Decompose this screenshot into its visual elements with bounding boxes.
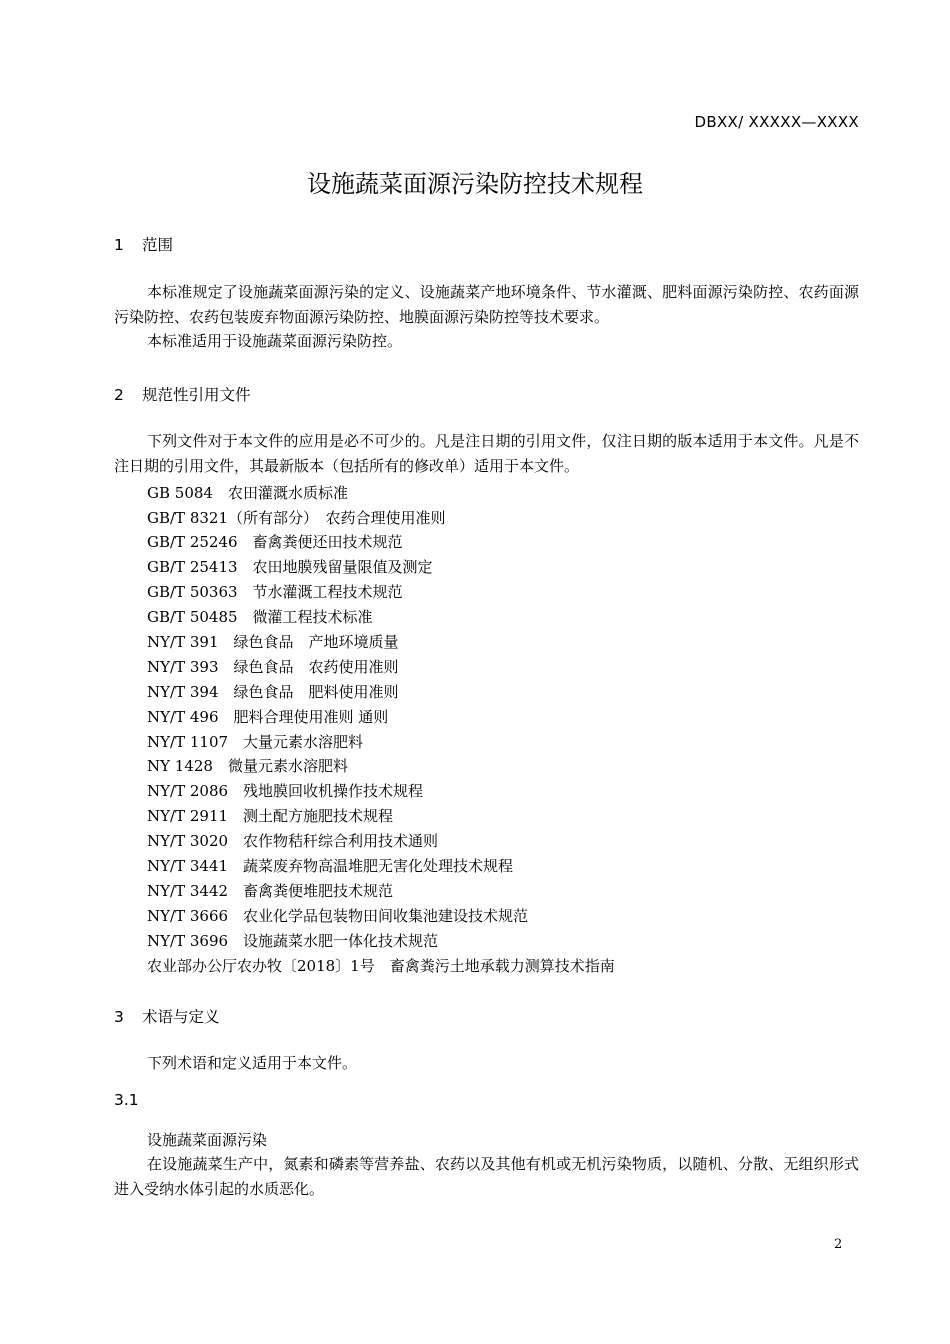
section-number: 1 <box>114 236 124 254</box>
reference-item: NY/T 3696 设施蔬菜水肥一体化技术规范 <box>147 932 439 950</box>
reference-item: NY/T 3442 畜禽粪便堆肥技术规范 <box>147 882 394 900</box>
reference-item: NY/T 496 肥料合理使用准则 通则 <box>147 708 389 726</box>
terms-intro: 下列术语和定义适用于本文件。 <box>147 1054 358 1072</box>
scope-paragraph-2: 本标准适用于设施蔬菜面源污染防控。 <box>147 332 403 350</box>
section-title: 术语与定义 <box>142 1008 220 1026</box>
references-intro: 下列文件对于本文件的应用是必不可少的。凡是注日期的引用文件，仅注日期的版本适用于本文件。凡是不注日期的引用文件，其最新版本（包括所有的修改单）适用于本文件。 <box>114 432 859 475</box>
section-heading-terms <box>114 1005 220 1027</box>
reference-item: NY/T 1107 大量元素水溶肥料 <box>147 733 364 751</box>
reference-item: NY/T 394 绿色食品 肥料使用准则 <box>147 683 399 701</box>
reference-item: GB/T 50363 节水灌溉工程技术规范 <box>147 583 403 601</box>
reference-item: NY/T 3666 农业化学品包装物田间收集池建设技术规范 <box>147 907 529 925</box>
reference-item: GB/T 25246 畜禽粪便还田技术规范 <box>147 533 403 551</box>
page-title: 设施蔬菜面源污染防控技术规程 <box>307 170 643 198</box>
reference-item: GB/T 8321（所有部分） 农药合理使用准则 <box>147 509 446 527</box>
section-number: 3 <box>114 1008 124 1026</box>
section-heading-references <box>114 383 251 405</box>
section-number: 2 <box>114 386 124 404</box>
reference-item: NY/T 393 绿色食品 农药使用准则 <box>147 658 399 676</box>
term-number: 3.1 <box>114 1091 139 1109</box>
reference-item: NY/T 3020 农作物秸秆综合利用技术通则 <box>147 832 439 850</box>
reference-item: GB/T 50485 微灌工程技术标准 <box>147 608 373 626</box>
reference-item: NY 1428 微量元素水溶肥料 <box>147 757 348 775</box>
reference-item: NY/T 2086 残地膜回收机操作技术规程 <box>147 782 424 800</box>
reference-item: NY/T 391 绿色食品 产地环境质量 <box>147 633 399 651</box>
term-title: 设施蔬菜面源污染 <box>147 1131 268 1149</box>
reference-item: 农业部办公厅农办牧〔2018〕1号 畜禽粪污土地承载力测算技术指南 <box>147 957 615 975</box>
reference-item: NY/T 2911 测土配方施肥技术规程 <box>147 807 394 825</box>
document-code: DBXX/ XXXXX—XXXX <box>694 113 859 131</box>
reference-item: GB/T 25413 农田地膜残留量限值及测定 <box>147 558 433 576</box>
section-heading-scope <box>114 233 173 255</box>
term-definition: 在设施蔬菜生产中，氮素和磷素等营养盐、农药以及其他有机或无机污染物质，以随机、分散、无组织形式进入受纳水体引起的水质恶化。 <box>114 1155 859 1198</box>
page-number: 2 <box>834 1237 843 1252</box>
section-title: 范围 <box>142 236 174 254</box>
reference-item: NY/T 3441 蔬菜废弃物高温堆肥无害化处理技术规程 <box>147 857 514 875</box>
reference-item: GB 5084 农田灌溉水质标准 <box>147 484 348 502</box>
section-title: 规范性引用文件 <box>142 386 251 404</box>
scope-paragraph-1: 本标准规定了设施蔬菜面源污染的定义、设施蔬菜产地环境条件、节水灌溉、肥料面源污染防控、农药面源污染防控、农药包装废弃物面源污染防控、地膜面源污染防控等技术要求。 <box>114 283 859 326</box>
